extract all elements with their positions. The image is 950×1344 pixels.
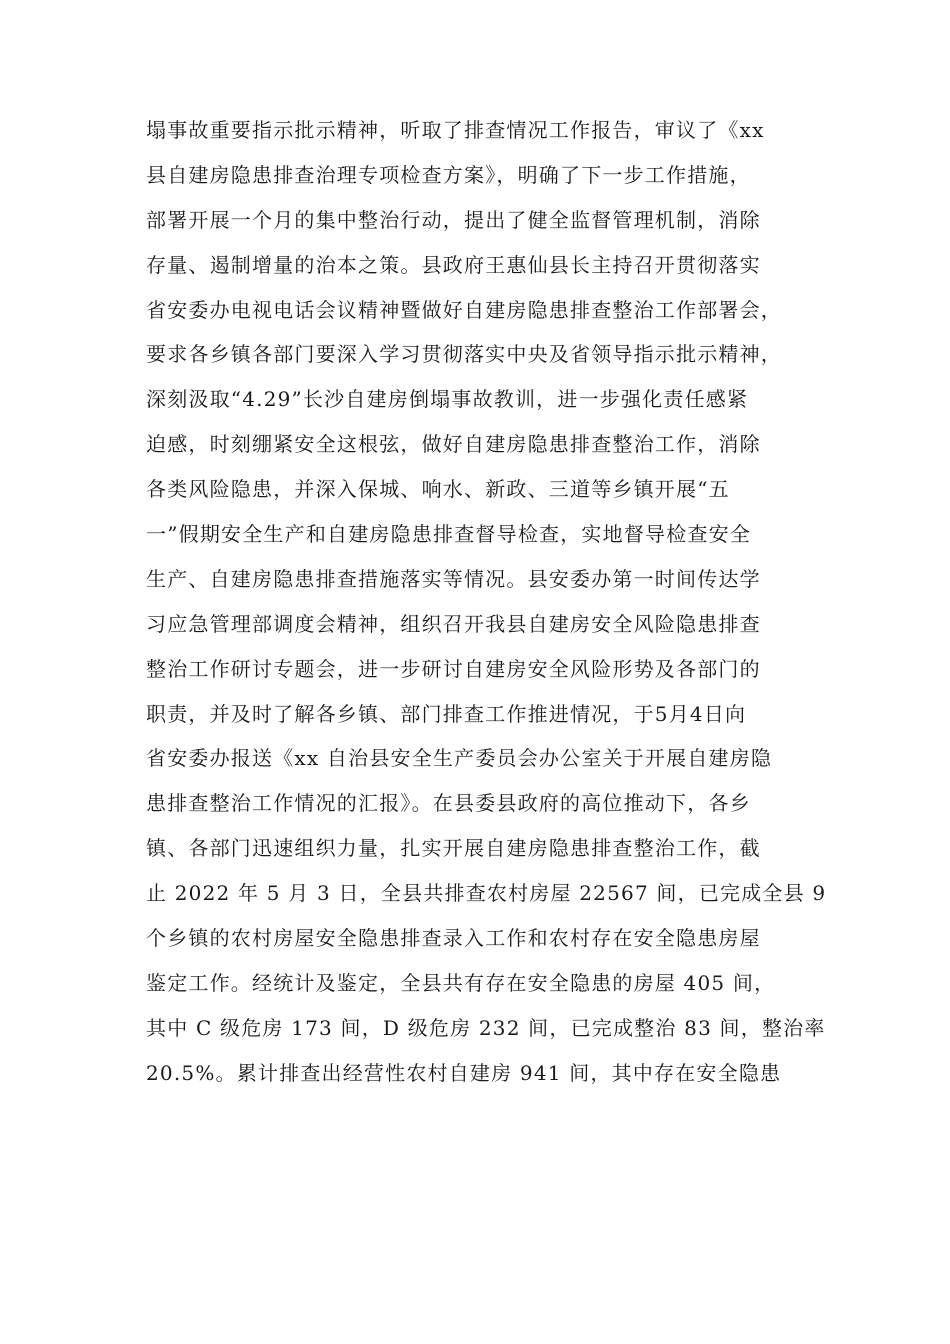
text-line: 存量、遏制增量的治本之策。县政府王惠仙县长主持召开贯彻落实 [146,252,761,277]
text-line: 一”假期安全生产和自建房隐患排查督导检查，实地督导检查安全 [146,522,752,547]
text-line: 生产、自建房隐患排查措施落实等情况。县安委办第一时间传达学 [146,566,761,591]
body-text [146,108,827,1096]
text-line: 20.5%。累计排查出经营性农村自建房 941 间，其中存在安全隐患 [146,1060,782,1085]
text-line: 深刻汲取“4.29”长沙自建房倒塌事故教训，进一步强化责任感紧 [146,387,749,412]
text-line: 个乡镇的农村房屋安全隐患排查录入工作和农村存在安全隐患房屋 [146,926,761,951]
text-line: 其中 C 级危房 173 间，D 级危房 232 间，已完成整治 83 间，整治率 [146,1015,826,1040]
text-line: 要求各乡镇各部门要深入学习贯彻落实中央及省领导指示批示精神， [146,342,782,367]
text-line: 省安委办电视电话会议精神暨做好自建房隐患排查整治工作部署会， [146,297,782,322]
text-line: 塌事故重要指示批示精神，听取了排查情况工作报告，审议了《xx [146,118,765,142]
text-line: 县自建房隐患排查治理专项检查方案》，明确了下一步工作措施， [146,162,751,187]
text-line: 止 2022 年 5 月 3 日，全县共排查农村房屋 22567 间，已完成全县 9 [146,881,827,906]
text-line: 鉴定工作。经统计及鉴定，全县共有存在安全隐患的房屋 405 间， [146,970,776,995]
text-line: 镇、各部门迅速组织力量，扎实开展自建房隐患排查整治工作，截 [146,836,761,861]
text-line: 整治工作研讨专题会，进一步研讨自建房安全风险形势及各部门的 [146,656,761,681]
text-line: 各类风险隐患，并深入保城、响水、新政、三道等乡镇开展“五 [146,477,730,502]
text-line: 职责，并及时了解各乡镇、部门排查工作推进情况，于5月4日向 [146,701,747,726]
text-line: 省安委办报送《xx 自治县安全生产委员会办公室关于开展自建房隐 [146,746,773,771]
text-line: 患排查整治工作情况的汇报》。在县委县政府的高位推动下，各乡 [146,791,751,816]
text-line: 迫感，时刻绷紧安全这根弦，做好自建房隐患排查整治工作，消除 [146,432,761,457]
text-line: 部署开展一个月的集中整治行动，提出了健全监督管理机制，消除 [146,207,761,232]
text-line: 习应急管理部调度会精神，组织召开我县自建房安全风险隐患排查 [146,611,761,636]
